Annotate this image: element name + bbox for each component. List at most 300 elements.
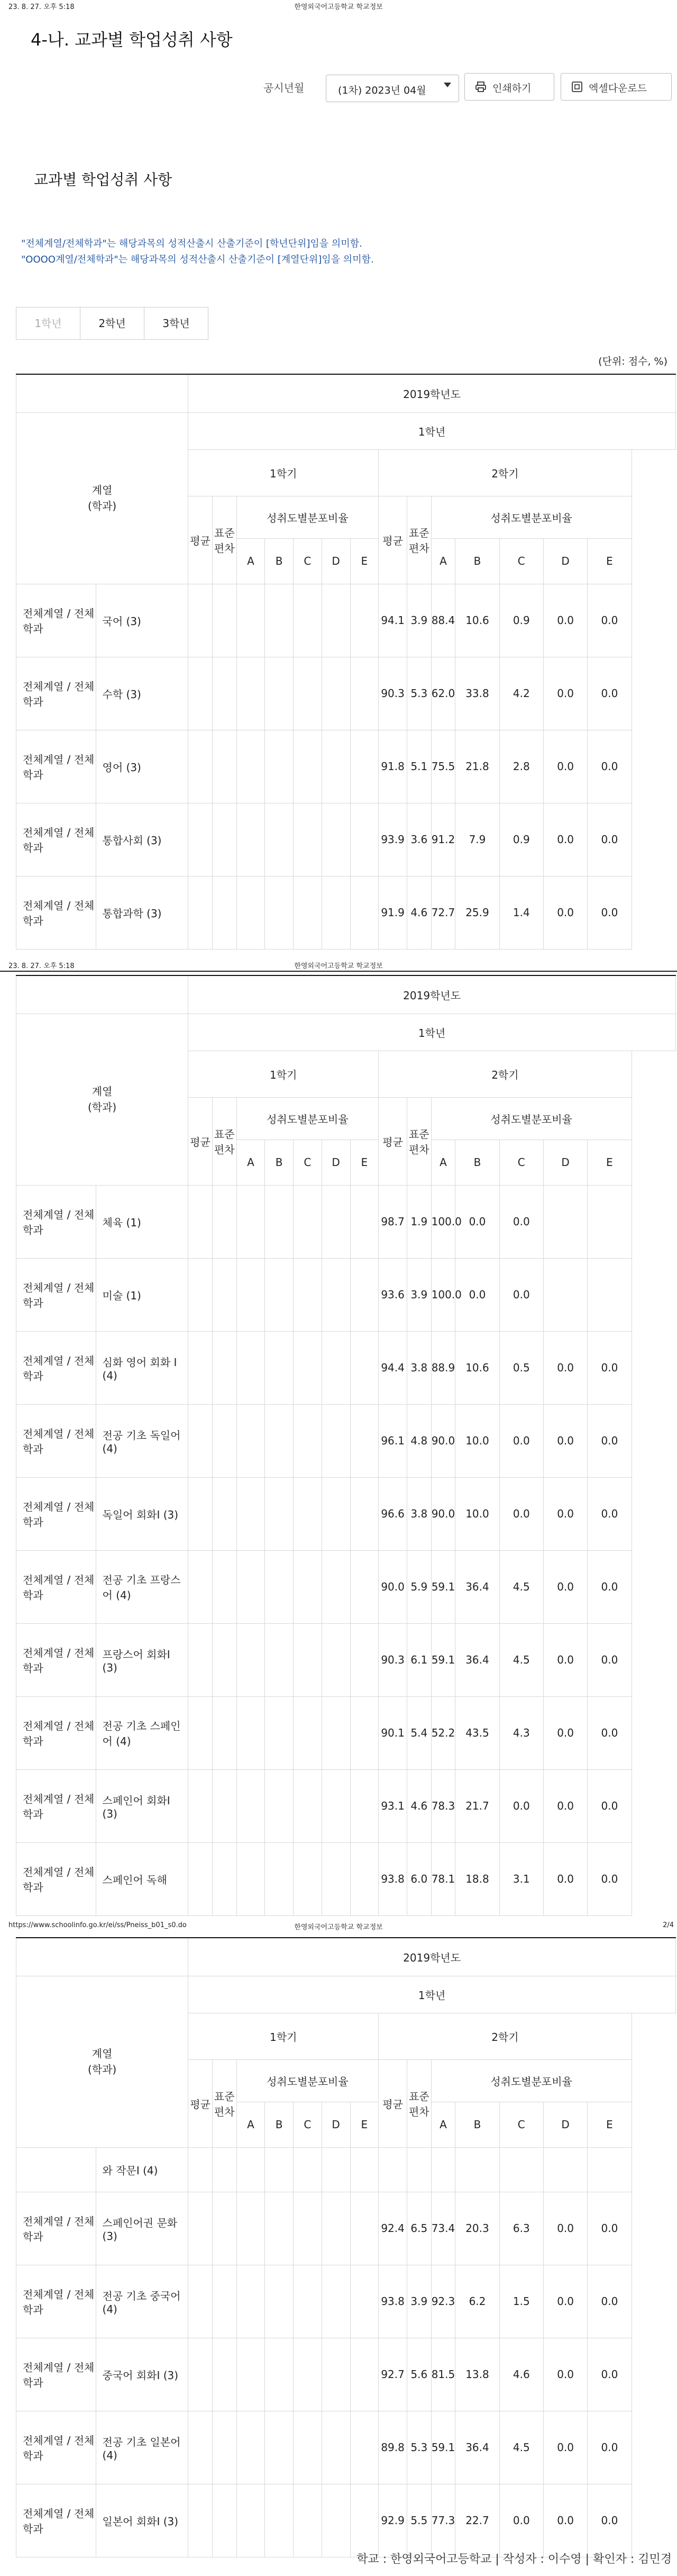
empty-cell bbox=[294, 730, 322, 803]
empty-cell bbox=[236, 2265, 265, 2338]
sd-header: 표준편차 bbox=[407, 1097, 431, 1185]
track-cell: 전체계열 / 전체학과 bbox=[16, 1623, 96, 1696]
distribution-header: 성취도별분포비율 bbox=[431, 1097, 632, 1140]
grade-e-cell: 0.0 bbox=[588, 1404, 632, 1477]
empty-cell bbox=[322, 584, 350, 657]
mean-cell: 90.3 bbox=[379, 657, 407, 730]
track-cell: 전체계열 / 전체학과 bbox=[16, 1550, 96, 1623]
track-cell: 전체계열 / 전체학과 bbox=[16, 657, 96, 730]
empty-cell bbox=[265, 1769, 294, 1842]
page-break-rule bbox=[0, 971, 677, 972]
empty-cell bbox=[212, 2192, 236, 2265]
empty-cell bbox=[188, 657, 213, 730]
empty-cell bbox=[350, 1477, 379, 1550]
sd-header: 표준편차 bbox=[407, 496, 431, 584]
grade-b-header: B bbox=[265, 1140, 294, 1185]
empty-cell bbox=[322, 657, 350, 730]
empty-cell bbox=[265, 1477, 294, 1550]
empty-cell bbox=[350, 1842, 379, 1915]
empty-cell bbox=[212, 2265, 236, 2338]
empty-cell bbox=[265, 1331, 294, 1404]
grade-d-cell: 0.0 bbox=[543, 1550, 587, 1623]
grade-table bbox=[16, 975, 676, 1916]
grade-b-cell: 22.7 bbox=[455, 2484, 499, 2557]
empty-cell bbox=[188, 730, 213, 803]
empty-cell bbox=[188, 876, 213, 949]
table-row bbox=[16, 730, 676, 803]
empty-cell bbox=[322, 2484, 350, 2557]
table-row bbox=[16, 2411, 676, 2484]
track-cell bbox=[16, 2147, 96, 2192]
empty-cell bbox=[265, 1623, 294, 1696]
grade-c-cell: 0.0 bbox=[499, 1404, 543, 1477]
table-row bbox=[16, 2338, 676, 2411]
mean-cell: 90.3 bbox=[379, 1623, 407, 1696]
tab-grade-1[interactable]: 1학년 bbox=[16, 308, 80, 339]
empty-cell bbox=[265, 1550, 294, 1623]
empty-cell bbox=[236, 2192, 265, 2265]
grade-b-cell: 10.6 bbox=[455, 584, 499, 657]
empty-cell bbox=[265, 1696, 294, 1769]
grade-a-header: A bbox=[431, 538, 455, 584]
subject-cell: 전공 기초 프랑스어 (4) bbox=[96, 1550, 188, 1623]
grade-e-header: E bbox=[588, 1140, 632, 1185]
sd-cell: 4.8 bbox=[407, 1404, 431, 1477]
empty-cell bbox=[350, 657, 379, 730]
grade-a-header: A bbox=[431, 1140, 455, 1185]
empty-cell bbox=[294, 803, 322, 876]
empty-cell bbox=[188, 1477, 213, 1550]
track-header bbox=[16, 1014, 188, 1185]
print-url: https://www.schoolinfo.go.kr/ei/ss/Pneiss_b01_s0.do bbox=[8, 1921, 187, 1929]
subject-cell: 전공 기초 스페인어 (4) bbox=[96, 1696, 188, 1769]
table-row bbox=[16, 2484, 676, 2557]
mean-header: 평균 bbox=[379, 496, 407, 584]
grade-a-cell: 77.3 bbox=[431, 2484, 455, 2557]
mean-cell: 93.9 bbox=[379, 803, 407, 876]
grade-d-cell: 0.0 bbox=[543, 803, 587, 876]
grade-b-cell: 21.8 bbox=[455, 730, 499, 803]
empty-cell bbox=[294, 2484, 322, 2557]
grade-c-cell: 0.0 bbox=[499, 1258, 543, 1331]
empty-cell bbox=[188, 584, 213, 657]
grade-c-cell: 4.6 bbox=[499, 2338, 543, 2411]
grade-c-cell: 6.3 bbox=[499, 2192, 543, 2265]
track-header-line2: (학과) bbox=[87, 2063, 117, 2076]
empty-cell bbox=[265, 2192, 294, 2265]
empty-cell bbox=[236, 2338, 265, 2411]
empty-cell bbox=[212, 1769, 236, 1842]
empty-cell bbox=[265, 1258, 294, 1331]
grade-d-header: D bbox=[543, 538, 587, 584]
empty-cell bbox=[188, 2192, 213, 2265]
grade-b-cell: 36.4 bbox=[455, 2411, 499, 2484]
grade-tabs bbox=[16, 307, 208, 340]
empty-cell bbox=[322, 876, 350, 949]
mean-cell: 93.8 bbox=[379, 1842, 407, 1915]
grade-a-cell: 88.4 bbox=[431, 584, 455, 657]
table-row bbox=[16, 1696, 676, 1769]
grade-b-cell: 6.2 bbox=[455, 2265, 499, 2338]
year-header: 2019학년도 bbox=[188, 374, 676, 412]
empty-cell bbox=[236, 730, 265, 803]
track-cell: 전체계열 / 전체학과 bbox=[16, 2192, 96, 2265]
grade-d-cell: 0.0 bbox=[543, 1623, 587, 1696]
grade-a-cell: 75.5 bbox=[431, 730, 455, 803]
sd-cell: 5.4 bbox=[407, 1696, 431, 1769]
track-cell: 전체계열 / 전체학과 bbox=[16, 2484, 96, 2557]
grade-b-cell: 10.0 bbox=[455, 1477, 499, 1550]
grade-e-header: E bbox=[350, 538, 379, 584]
grade-a-header: A bbox=[236, 1140, 265, 1185]
grade-d-cell: 0.0 bbox=[543, 1842, 587, 1915]
mean-cell: 96.6 bbox=[379, 1477, 407, 1550]
grade-d-cell: 0.0 bbox=[543, 1331, 587, 1404]
empty-cell bbox=[236, 876, 265, 949]
empty-cell bbox=[188, 1258, 213, 1331]
grade-a-cell: 59.1 bbox=[431, 1550, 455, 1623]
tab-grade-3[interactable]: 3학년 bbox=[162, 317, 190, 330]
grade-a-cell: 81.5 bbox=[431, 2338, 455, 2411]
empty-cell bbox=[236, 1623, 265, 1696]
empty-cell bbox=[212, 803, 236, 876]
grade-b-cell: 20.3 bbox=[455, 2192, 499, 2265]
sd-cell: 3.8 bbox=[407, 1477, 431, 1550]
empty-cell bbox=[322, 1477, 350, 1550]
grade-e-cell: 0.0 bbox=[588, 1696, 632, 1769]
empty-cell bbox=[294, 1258, 322, 1331]
empty-cell bbox=[322, 1258, 350, 1331]
track-header-line2: (학과) bbox=[87, 1101, 117, 1114]
grade-a-cell: 100.0 bbox=[431, 1185, 455, 1258]
grade-e-cell: 0.0 bbox=[588, 1550, 632, 1623]
empty-cell bbox=[265, 1842, 294, 1915]
table-row bbox=[16, 1550, 676, 1623]
empty-cell bbox=[294, 1477, 322, 1550]
grade-e-cell: 0.0 bbox=[588, 1331, 632, 1404]
print-button-label: 인쇄하기 bbox=[492, 83, 532, 94]
grade-d-header: D bbox=[322, 538, 350, 584]
subject-cell: 영어 (3) bbox=[96, 730, 188, 803]
grade-a-header: A bbox=[236, 538, 265, 584]
grade-b-header: B bbox=[455, 1140, 499, 1185]
section-title: 교과별 학업성취 사항 bbox=[34, 171, 172, 188]
grade-e-cell: 0.0 bbox=[588, 1769, 632, 1842]
semester2-header: 2학기 bbox=[379, 2013, 632, 2059]
empty-cell bbox=[265, 584, 294, 657]
mean-cell: 92.4 bbox=[379, 2192, 407, 2265]
empty-cell bbox=[188, 1623, 213, 1696]
sd-cell: 5.6 bbox=[407, 2338, 431, 2411]
print-title: 한영외국어고등학교 학교정보 bbox=[294, 962, 383, 970]
grade-d-cell: 0.0 bbox=[543, 2411, 587, 2484]
track-cell: 전체계열 / 전체학과 bbox=[16, 1185, 96, 1258]
grade-header: 1학년 bbox=[188, 412, 676, 449]
sd-header: 표준편차 bbox=[407, 2059, 431, 2147]
empty-cell bbox=[350, 1185, 379, 1258]
print-button[interactable] bbox=[464, 73, 554, 101]
empty-cell bbox=[294, 1696, 322, 1769]
print-datetime: 23. 8. 27. 오후 5:18 bbox=[8, 3, 75, 11]
grade-a-cell: 78.3 bbox=[431, 1769, 455, 1842]
grade-d-header: D bbox=[322, 1140, 350, 1185]
table-body bbox=[16, 1185, 676, 1915]
grade-c-cell: 0.0 bbox=[499, 2484, 543, 2557]
subject-cell: 중국어 회화Ⅰ (3) bbox=[96, 2338, 188, 2411]
subject-cell: 수학 (3) bbox=[96, 657, 188, 730]
empty-cell bbox=[322, 1769, 350, 1842]
empty-cell bbox=[350, 1258, 379, 1331]
sd-cell: 1.9 bbox=[407, 1185, 431, 1258]
grade-b-cell: 43.5 bbox=[455, 1696, 499, 1769]
grade-b-header: B bbox=[265, 538, 294, 584]
mean-cell: 91.9 bbox=[379, 876, 407, 949]
printer-icon bbox=[474, 80, 487, 93]
grade-b-cell: 33.8 bbox=[455, 657, 499, 730]
grade-table-page2 bbox=[16, 975, 676, 1916]
mean-cell: 93.8 bbox=[379, 2265, 407, 2338]
grade-c-cell: 1.5 bbox=[499, 2265, 543, 2338]
sd-cell: 4.6 bbox=[407, 876, 431, 949]
empty-cell bbox=[265, 2411, 294, 2484]
track-cell: 전체계열 / 전체학과 bbox=[16, 1404, 96, 1477]
grade-d-cell: 0.0 bbox=[543, 2338, 587, 2411]
grade-table bbox=[16, 1937, 676, 2557]
empty-cell bbox=[322, 2192, 350, 2265]
track-cell: 전체계열 / 전체학과 bbox=[16, 2411, 96, 2484]
period-label: 공시년월 bbox=[263, 82, 305, 94]
empty-cell bbox=[188, 803, 213, 876]
grade-e-cell: 0.0 bbox=[588, 2411, 632, 2484]
grade-header: 1학년 bbox=[188, 1976, 676, 2013]
grade-c-cell: 0.9 bbox=[499, 803, 543, 876]
track-header bbox=[16, 412, 188, 584]
grade-d-cell: 0.0 bbox=[543, 876, 587, 949]
empty-cell bbox=[350, 730, 379, 803]
table-row bbox=[16, 2147, 676, 2192]
sd-cell: 4.6 bbox=[407, 1769, 431, 1842]
track-cell: 전체계열 / 전체학과 bbox=[16, 1842, 96, 1915]
grade-a-cell: 59.1 bbox=[431, 1623, 455, 1696]
page-number: 2/4 bbox=[663, 1921, 674, 1929]
empty-cell bbox=[212, 2484, 236, 2557]
empty-cell bbox=[212, 657, 236, 730]
table-row bbox=[16, 1258, 676, 1331]
subject-cell: 와 작문Ⅰ (4) bbox=[96, 2147, 188, 2192]
grade-table-page3 bbox=[16, 1937, 676, 2557]
empty-cell bbox=[212, 1842, 236, 1915]
grade-e-header: E bbox=[350, 2102, 379, 2147]
sd-cell: 5.5 bbox=[407, 2484, 431, 2557]
grade-a-cell: 90.0 bbox=[431, 1477, 455, 1550]
empty-cell bbox=[236, 584, 265, 657]
grade-a-cell: 91.2 bbox=[431, 803, 455, 876]
empty-cell bbox=[294, 584, 322, 657]
empty-cell bbox=[265, 730, 294, 803]
grade-d-cell: 0.0 bbox=[543, 1769, 587, 1842]
mean-cell: 90.1 bbox=[379, 1696, 407, 1769]
grade-a-cell: 73.4 bbox=[431, 2192, 455, 2265]
track-header-line2: (학과) bbox=[87, 500, 117, 512]
excel-button-label: 엑셀다운로드 bbox=[589, 83, 647, 94]
subject-cell: 독일어 회화Ⅰ (3) bbox=[96, 1477, 188, 1550]
mean-cell: 90.0 bbox=[379, 1550, 407, 1623]
grade-a-header: A bbox=[431, 2102, 455, 2147]
empty-cell bbox=[294, 657, 322, 730]
table-row bbox=[16, 803, 676, 876]
grade-d-cell: 0.0 bbox=[543, 1696, 587, 1769]
grade-table-page1 bbox=[16, 374, 676, 950]
print-datetime: 23. 8. 27. 오후 5:18 bbox=[8, 962, 75, 970]
empty-cell bbox=[322, 1550, 350, 1623]
empty-cell bbox=[212, 1623, 236, 1696]
grade-a-cell: 88.9 bbox=[431, 1331, 455, 1404]
track-header-line1: 계열 bbox=[92, 484, 113, 496]
empty-cell bbox=[188, 1696, 213, 1769]
empty-cell bbox=[188, 2265, 213, 2338]
grade-c-cell: 0.0 bbox=[499, 1769, 543, 1842]
mean-header: 평균 bbox=[188, 2059, 213, 2147]
grade-c-header: C bbox=[499, 538, 543, 584]
semester1-header: 1학기 bbox=[188, 2013, 379, 2059]
grade-e-cell: 0.0 bbox=[588, 2265, 632, 2338]
empty-cell bbox=[212, 1258, 236, 1331]
sd-cell: 3.6 bbox=[407, 803, 431, 876]
grade-d-cell: 0.0 bbox=[543, 657, 587, 730]
track-cell: 전체계열 / 전체학과 bbox=[16, 584, 96, 657]
footer-info: 학교 : 한영외국어고등학교 | 작성자 : 이수영 | 확인자 : 김민경 bbox=[356, 2553, 672, 2566]
distribution-header: 성취도별분포비율 bbox=[236, 1097, 379, 1140]
empty-cell bbox=[294, 1185, 322, 1258]
grade-d-cell: 0.0 bbox=[543, 1404, 587, 1477]
empty-cell bbox=[212, 1331, 236, 1404]
grade-c-cell: 0.5 bbox=[499, 1331, 543, 1404]
semester1-header: 1학기 bbox=[188, 449, 379, 496]
empty-cell bbox=[350, 1404, 379, 1477]
empty-cell bbox=[236, 1550, 265, 1623]
empty-cell bbox=[265, 2484, 294, 2557]
empty-cell bbox=[265, 2338, 294, 2411]
grade-d-cell: 0.0 bbox=[543, 730, 587, 803]
empty-cell bbox=[236, 1331, 265, 1404]
grade-c-header: C bbox=[294, 1140, 322, 1185]
grade-d-cell: 0.0 bbox=[543, 584, 587, 657]
grade-b-cell: 10.0 bbox=[455, 1404, 499, 1477]
empty-cell bbox=[212, 2411, 236, 2484]
empty-cell bbox=[322, 1331, 350, 1404]
subject-cell: 통합사회 (3) bbox=[96, 803, 188, 876]
table-row bbox=[16, 1623, 676, 1696]
print-header bbox=[0, 959, 677, 970]
track-header bbox=[16, 1976, 188, 2147]
period-value: (1차) 2023년 04월 bbox=[338, 85, 426, 96]
empty-cell bbox=[294, 1404, 322, 1477]
empty-cell bbox=[212, 584, 236, 657]
empty-cell bbox=[322, 2338, 350, 2411]
track-cell: 전체계열 / 전체학과 bbox=[16, 1696, 96, 1769]
empty-cell bbox=[294, 2265, 322, 2338]
track-cell: 전체계열 / 전체학과 bbox=[16, 876, 96, 949]
mean-cell: 98.7 bbox=[379, 1185, 407, 1258]
grade-d-cell bbox=[543, 1185, 587, 1258]
empty-cell bbox=[350, 1550, 379, 1623]
empty-cell bbox=[294, 1842, 322, 1915]
empty-cell bbox=[236, 803, 265, 876]
mean-cell: 92.7 bbox=[379, 2338, 407, 2411]
empty-cell bbox=[294, 1550, 322, 1623]
grade-b-cell: 36.4 bbox=[455, 1550, 499, 1623]
table-row bbox=[16, 2192, 676, 2265]
sd-cell: 6.5 bbox=[407, 2192, 431, 2265]
grade-b-cell: 18.8 bbox=[455, 1842, 499, 1915]
empty-cell bbox=[188, 2484, 213, 2557]
sd-cell: 6.0 bbox=[407, 1842, 431, 1915]
track-header-line1: 계열 bbox=[92, 1085, 113, 1098]
mean-header: 평균 bbox=[188, 1097, 213, 1185]
unit-label: (단위: 점수, %) bbox=[598, 356, 667, 367]
grade-e-cell: 0.0 bbox=[588, 1477, 632, 1550]
sd-cell: 3.9 bbox=[407, 584, 431, 657]
excel-download-button[interactable] bbox=[561, 73, 672, 101]
mean-header: 평균 bbox=[379, 1097, 407, 1185]
empty-cell bbox=[322, 2411, 350, 2484]
subject-cell: 통합과학 (3) bbox=[96, 876, 188, 949]
tab-grade-2[interactable]: 2학년 bbox=[80, 308, 144, 339]
grade-e-cell: 0.0 bbox=[588, 2338, 632, 2411]
mean-header: 평균 bbox=[188, 496, 213, 584]
empty-cell bbox=[188, 1185, 213, 1258]
track-cell: 전체계열 / 전체학과 bbox=[16, 803, 96, 876]
grade-b-cell: 36.4 bbox=[455, 1623, 499, 1696]
empty-cell bbox=[350, 803, 379, 876]
grade-e-cell: 0.0 bbox=[588, 876, 632, 949]
empty-cell bbox=[212, 1404, 236, 1477]
year-header: 2019학년도 bbox=[188, 1938, 676, 1976]
page-title: 4-나. 교과별 학업성취 사항 bbox=[31, 30, 233, 50]
grade-c-header: C bbox=[294, 538, 322, 584]
table-row bbox=[16, 876, 676, 949]
mean-cell: 91.8 bbox=[379, 730, 407, 803]
period-select[interactable] bbox=[326, 75, 459, 102]
track-cell: 전체계열 / 전체학과 bbox=[16, 1331, 96, 1404]
empty-cell bbox=[322, 803, 350, 876]
sd-cell: 3.9 bbox=[407, 2265, 431, 2338]
mean-cell: 92.9 bbox=[379, 2484, 407, 2557]
empty-cell bbox=[212, 730, 236, 803]
sd-cell: 5.1 bbox=[407, 730, 431, 803]
sd-cell: 5.3 bbox=[407, 2411, 431, 2484]
grade-c-cell: 4.2 bbox=[499, 657, 543, 730]
grade-b-cell: 0.0 bbox=[455, 1258, 499, 1331]
grade-table bbox=[16, 374, 676, 950]
grade-a-header: A bbox=[236, 2102, 265, 2147]
grade-b-cell: 10.6 bbox=[455, 1331, 499, 1404]
empty-cell bbox=[322, 2265, 350, 2338]
print-header bbox=[0, 0, 677, 11]
subject-cell: 심화 영어 회화 Ⅰ (4) bbox=[96, 1331, 188, 1404]
grade-e-cell: 0.0 bbox=[588, 1842, 632, 1915]
table-body bbox=[16, 2192, 676, 2557]
grade-c-cell: 0.0 bbox=[499, 1477, 543, 1550]
empty-cell bbox=[322, 1185, 350, 1258]
empty-cell bbox=[212, 1696, 236, 1769]
distribution-header: 성취도별분포비율 bbox=[431, 2059, 632, 2102]
empty-cell bbox=[322, 1404, 350, 1477]
grade-e-cell: 0.0 bbox=[588, 730, 632, 803]
grade-d-header: D bbox=[322, 2102, 350, 2147]
empty-cell bbox=[265, 2265, 294, 2338]
subject-cell: 스페인어권 문화 (3) bbox=[96, 2192, 188, 2265]
